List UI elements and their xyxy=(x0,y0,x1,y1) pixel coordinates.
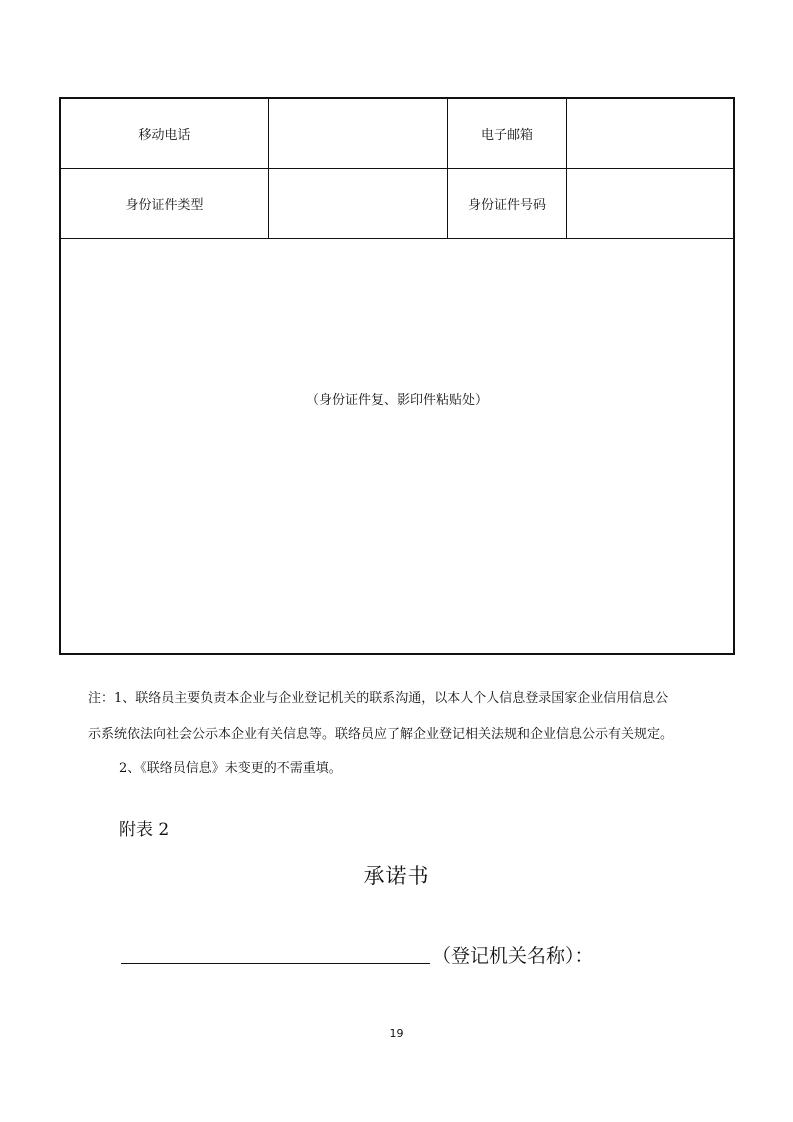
id-copy-paste-area xyxy=(61,239,733,653)
appendix-label: 附表 2 xyxy=(119,820,170,840)
id-type-label: 身份证件类型 xyxy=(61,169,269,238)
addressee-blank-line[interactable] xyxy=(121,963,430,964)
note-line-3: 2、《联络员信息》未变更的不需重填。 xyxy=(119,761,342,776)
mobile-phone-field[interactable] xyxy=(269,99,448,168)
mobile-phone-label: 移动电话 xyxy=(61,99,269,168)
form-row-id-type-number xyxy=(61,169,733,239)
form-row-phone-email xyxy=(61,99,733,169)
page-number: 19 xyxy=(389,1027,404,1040)
id-copy-paste-label: （身份证件复、影印件粘贴处） xyxy=(305,393,488,408)
email-field[interactable] xyxy=(567,99,733,168)
email-label: 电子邮箱 xyxy=(448,99,567,168)
addressee-suffix: （登记机关名称）： xyxy=(432,945,594,967)
note-line-1: 注：1、联络员主要负责本企业与企业登记机关的联系沟通，以本人个人信息登录国家企业信用信息公 xyxy=(88,691,669,706)
contact-info-form-table xyxy=(59,97,735,655)
id-type-field[interactable] xyxy=(269,169,448,238)
id-number-field[interactable] xyxy=(567,169,733,238)
page-title: 承诺书 xyxy=(363,864,430,888)
note-line-2: 示系统依法向社会公示本企业有关信息等。联络员应了解企业登记相关法规和企业信息公示有关规定。 xyxy=(88,727,674,742)
id-number-label: 身份证件号码 xyxy=(448,169,567,238)
